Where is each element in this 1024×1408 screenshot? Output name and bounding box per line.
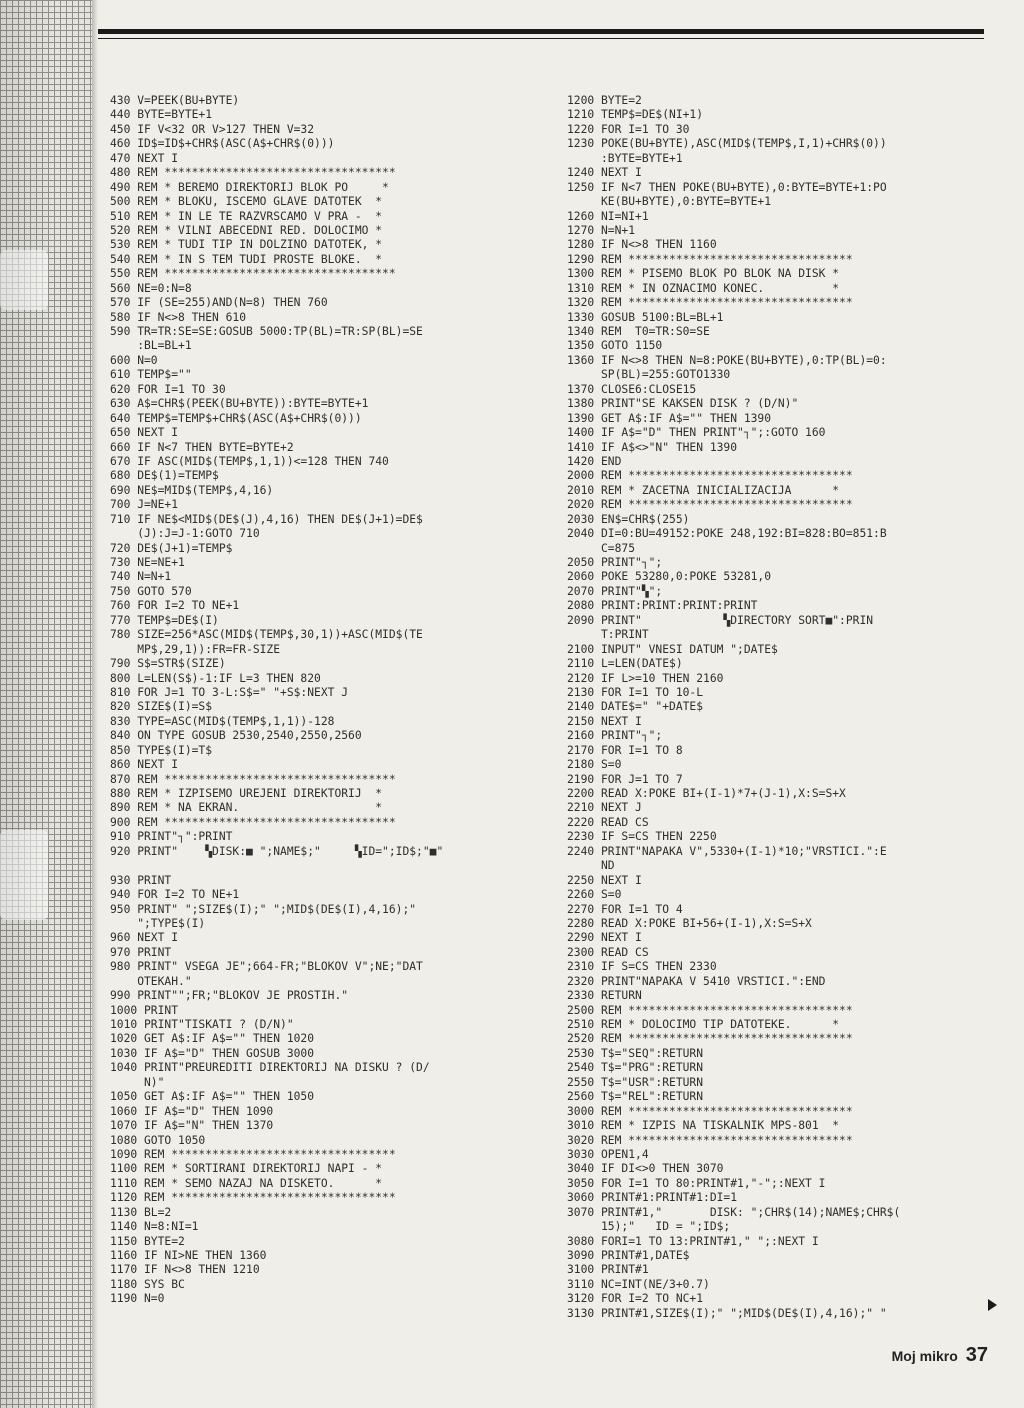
code-line: 710 IF NE$<MID$(DE$(J),4,16) THEN DE$(J+1)=DE$ — [110, 512, 423, 526]
page-footer — [892, 1344, 988, 1367]
page-edge — [92, 0, 98, 1408]
code-line — [110, 859, 555, 873]
code-line: ND — [567, 859, 615, 873]
code-line: 2550 T$="USR":RETURN — [567, 1075, 704, 1089]
code-line: 970 PRINT — [110, 945, 172, 959]
code-line: 810 FOR J=1 TO 3-L:S$=" "+S$:NEXT J — [110, 685, 349, 699]
code-line: 760 FOR I=2 TO NE+1 — [110, 599, 240, 613]
code-line: 2020 REM ********************************* — [567, 498, 853, 512]
code-line: 2520 REM ********************************* — [567, 1032, 853, 1046]
code-line: 770 TEMP$=DE$(I) — [110, 613, 219, 627]
code-line: 2070 PRINT"▚"; — [567, 584, 663, 598]
code-line: 460 ID$=ID$+CHR$(ASC(A$+CHR$(0))) — [110, 137, 335, 151]
code-line: 440 BYTE=BYTE+1 — [110, 108, 213, 122]
code-line: 2160 PRINT"┐"; — [567, 729, 663, 743]
code-line: 2320 PRINT"NAPAKA V 5410 VRSTICI.":END — [567, 974, 826, 988]
code-line: 2180 S=0 — [567, 758, 622, 772]
code-line: 2230 IF S=CS THEN 2250 — [567, 830, 717, 844]
code-line: 1200 BYTE=2 — [567, 94, 642, 107]
code-line: 960 NEXT I — [110, 931, 179, 945]
code-line: 1110 REM * SEMO NAZAJ NA DISKETO. * — [110, 1176, 383, 1190]
code-line: 2200 READ X:POKE BI+(I-1)*7+(J-1),X:S=S+X — [567, 787, 846, 800]
code-line: 1210 TEMP$=DE$(NI+1) — [567, 108, 704, 122]
code-line: 550 REM ********************************** — [110, 267, 396, 281]
code-line: 1410 IF A$<>"N" THEN 1390 — [567, 440, 738, 454]
code-line: 1100 REM * SORTIRANI DIREKTORIJ NAPI - * — [110, 1162, 383, 1176]
code-line: 2060 POKE 53280,0:POKE 53281,0 — [567, 570, 772, 584]
code-line: 690 NE$=MID$(TEMP$,4,16) — [110, 483, 274, 497]
code-line: 2140 DATE$=" "+DATE$ — [567, 700, 704, 714]
code-line: 2300 READ CS — [567, 945, 649, 959]
code-line: 1000 PRINT — [110, 1003, 179, 1017]
code-line: 1080 GOTO 1050 — [110, 1133, 206, 1147]
code-line: 3010 REM * IZPIS NA TISKALNIK MPS-801 * — [567, 1119, 840, 1133]
code-line: 1290 REM ********************************* — [567, 252, 853, 266]
code-line: 1250 IF N<7 THEN POKE(BU+BYTE),0:BYTE=BYTE+1:PO — [567, 180, 887, 194]
code-line: 920 PRINT" ▚DISK:■ ";NAME$;" ▚ID=";ID$;"■" — [110, 844, 444, 858]
code-line: 1340 REM T0=TR:S0=SE — [567, 325, 710, 338]
code-line: 470 NEXT I — [110, 151, 179, 165]
code-line: 2090 PRINT" ▚DIRECTORY SORT■":PRIN — [567, 613, 874, 627]
code-line: 880 REM * IZPISEMO UREJENI DIREKTORIJ * — [110, 787, 383, 800]
code-line: 3030 OPEN1,4 — [567, 1147, 649, 1161]
code-line: 3060 PRINT#1:PRINT#1:DI=1 — [567, 1191, 738, 1205]
code-line: 15);" ID = ";ID$; — [567, 1220, 731, 1234]
code-line: 600 N=0 — [110, 353, 158, 367]
code-line: 1350 GOTO 1150 — [567, 339, 663, 353]
code-line: 2280 READ X:POKE BI+56+(I-1),X:S=S+X — [567, 916, 812, 930]
code-line: MP$,29,1)):FR=FR-SIZE — [110, 642, 281, 656]
code-line: 540 REM * IN S TEM TUDI PROSTE BLOKE. * — [110, 252, 383, 266]
code-line: 700 J=NE+1 — [110, 498, 179, 512]
code-line: 520 REM * VILNI ABECEDNI RED. DOLOCIMO * — [110, 223, 383, 237]
code-line: 3040 IF DI<>0 THEN 3070 — [567, 1162, 724, 1176]
code-line: 930 PRINT — [110, 873, 172, 887]
code-line: 2000 REM ********************************* — [567, 469, 853, 483]
code-line: 790 S$=STR$(SIZE) — [110, 657, 226, 671]
code-line: 560 NE=0:N=8 — [110, 281, 192, 295]
code-line: 1170 IF N<>8 THEN 1210 — [110, 1263, 260, 1277]
code-line: 1150 BYTE=2 — [110, 1234, 185, 1248]
code-line: 1420 END — [567, 454, 622, 468]
code-line: 1270 N=N+1 — [567, 223, 636, 237]
code-line: 2260 S=0 — [567, 888, 622, 902]
code-line: 1070 IF A$="N" THEN 1370 — [110, 1119, 274, 1133]
code-line: (J):J=J-1:GOTO 710 — [110, 527, 260, 541]
code-line: 1130 BL=2 — [110, 1205, 172, 1219]
code-line: 2150 NEXT I — [567, 714, 642, 728]
code-line: 2050 PRINT"┐"; — [567, 556, 663, 569]
code-line: 3000 REM ********************************* — [567, 1104, 853, 1118]
code-line: 2080 PRINT:PRINT:PRINT:PRINT — [567, 599, 758, 613]
code-line: 3100 PRINT#1 — [567, 1263, 649, 1277]
code-line: 450 IF V<32 OR V>127 THEN V=32 — [110, 122, 315, 136]
code-line: 2120 IF L>=10 THEN 2160 — [567, 671, 724, 685]
header-rule — [98, 29, 984, 34]
code-line: 3120 FOR I=2 TO NC+1 — [567, 1292, 704, 1306]
code-line: 1010 PRINT"TISKATI ? (D/N)" — [110, 1018, 294, 1031]
code-line: 950 PRINT" ";SIZE$(I);" ";MID$(DE$(I),4,16);" — [110, 902, 417, 916]
code-line: 2310 IF S=CS THEN 2330 — [567, 960, 717, 974]
code-line: 870 REM ********************************** — [110, 772, 396, 786]
code-line: 750 GOTO 570 — [110, 584, 192, 598]
code-line: 830 TYPE=ASC(MID$(TEMP$,1,1))-128 — [110, 714, 335, 728]
continue-arrow-icon — [988, 1299, 997, 1311]
code-line: SP(BL)=255:GOTO1330 — [567, 368, 731, 382]
code-line: 1030 IF A$="D" THEN GOSUB 3000 — [110, 1046, 315, 1060]
code-line: 590 TR=TR:SE=SE:GOSUB 5000:TP(BL)=TR:SP(BL)=SE — [110, 325, 423, 338]
code-line: 1180 SYS BC — [110, 1277, 185, 1291]
program-listing-left — [110, 94, 555, 1308]
code-line: 1050 GET A$:IF A$="" THEN 1050 — [110, 1090, 315, 1104]
code-line: 1260 NI=NI+1 — [567, 209, 649, 223]
code-line: 2170 FOR I=1 TO 8 — [567, 743, 683, 757]
code-line: :BL=BL+1 — [110, 339, 192, 353]
code-line: 780 SIZE=256*ASC(MID$(TEMP$,30,1))+ASC(MID$(TE — [110, 628, 423, 642]
binding-shadow — [0, 0, 92, 1408]
code-line: 3020 REM ********************************* — [567, 1133, 853, 1147]
code-line: 1040 PRINT"PREUREDITI DIREKTORIJ NA DISKU ? (D/ — [110, 1061, 430, 1075]
code-line: 680 DE$(1)=TEMP$ — [110, 469, 219, 483]
code-line: 1020 GET A$:IF A$="" THEN 1020 — [110, 1032, 315, 1046]
code-line: 660 IF N<7 THEN BYTE=BYTE+2 — [110, 440, 294, 454]
code-line: 3110 NC=INT(NE/3+0.7) — [567, 1277, 710, 1291]
code-line: 2240 PRINT"NAPAKA V",5330+(I-1)*10;"VRSTICI.":E — [567, 844, 887, 858]
page-number: 37 — [965, 1344, 988, 1366]
code-line: OTEKAH." — [110, 974, 192, 988]
code-line: 2030 EN$=CHR$(255) — [567, 512, 690, 526]
header-rule-thin — [98, 38, 984, 39]
code-line: 1400 IF A$="D" THEN PRINT"┐";:GOTO 160 — [567, 426, 826, 440]
code-line: 1060 IF A$="D" THEN 1090 — [110, 1104, 274, 1118]
code-line: 430 V=PEEK(BU+BYTE) — [110, 94, 240, 107]
code-line: 2250 NEXT I — [567, 873, 642, 887]
code-line: 530 REM * TUDI TIP IN DOLZINO DATOTEK, * — [110, 238, 383, 252]
code-line: 2540 T$="PRG":RETURN — [567, 1061, 704, 1075]
program-listing-right — [567, 94, 1012, 1320]
code-line: 990 PRINT"";FR;"BLOKOV JE PROSTIH." — [110, 989, 349, 1003]
code-line: 2270 FOR I=1 TO 4 — [567, 902, 683, 916]
code-line: 2220 READ CS — [567, 815, 649, 829]
code-line: 620 FOR I=1 TO 30 — [110, 382, 226, 396]
code-line: 1140 N=8:NI=1 — [110, 1220, 199, 1234]
code-line: 2510 REM * DOLOCIMO TIP DATOTEKE. * — [567, 1018, 840, 1031]
code-line: 1220 FOR I=1 TO 30 — [567, 122, 690, 136]
code-line: 2190 FOR J=1 TO 7 — [567, 772, 683, 786]
code-line: 670 IF ASC(MID$(TEMP$,1,1))<=128 THEN 740 — [110, 454, 389, 468]
code-line: 730 NE=NE+1 — [110, 556, 185, 569]
code-line: 2290 NEXT I — [567, 931, 642, 945]
code-line: 480 REM ********************************** — [110, 166, 396, 180]
code-line: 2040 DI=0:BU=49152:POKE 248,192:BI=828:BO=851:B — [567, 527, 887, 541]
code-line: 3070 PRINT#1," DISK: ";CHR$(14);NAME$;CHR$( — [567, 1205, 901, 1219]
code-line: 640 TEMP$=TEMP$+CHR$(ASC(A$+CHR$(0))) — [110, 411, 362, 425]
code-line: 1370 CLOSE6:CLOSE15 — [567, 382, 697, 396]
code-line: 1310 REM * IN OZNACIMO KONEC. * — [567, 281, 840, 295]
magazine-name: Moj mikro — [891, 1348, 958, 1364]
code-line: 2530 T$="SEQ":RETURN — [567, 1046, 704, 1060]
code-line: 1330 GOSUB 5100:BL=BL+1 — [567, 310, 724, 324]
code-line: 1120 REM ********************************* — [110, 1191, 396, 1205]
code-line: 2330 RETURN — [567, 989, 642, 1003]
code-line: 490 REM * BEREMO DIREKTORIJ BLOK PO * — [110, 180, 389, 194]
code-line: 3090 PRINT#1,DATE$ — [567, 1249, 690, 1262]
code-line: 850 TYPE$(I)=T$ — [110, 743, 213, 757]
code-line: 510 REM * IN LE TE RAZVRSCAMO V PRA - * — [110, 209, 383, 223]
code-line: 1320 REM ********************************* — [567, 296, 853, 310]
code-line: 1160 IF NI>NE THEN 1360 — [110, 1249, 267, 1262]
code-line: 2560 T$="REL":RETURN — [567, 1090, 704, 1104]
code-line: 570 IF (SE=255)AND(N=8) THEN 760 — [110, 296, 328, 310]
code-line: 1380 PRINT"SE KAKSEN DISK ? (D/N)" — [567, 397, 799, 411]
code-line: KE(BU+BYTE),0:BYTE=BYTE+1 — [567, 195, 772, 209]
code-line: 1280 IF N<>8 THEN 1160 — [567, 238, 717, 252]
code-line: C=875 — [567, 541, 636, 555]
code-line: 2210 NEXT J — [567, 801, 642, 815]
code-line: 2100 INPUT" VNESI DATUM ";DATE$ — [567, 642, 778, 656]
code-line: 610 TEMP$="" — [110, 368, 192, 382]
code-line: 1090 REM ********************************* — [110, 1147, 396, 1161]
code-line: 980 PRINT" VSEGA JE";664-FR;"BLOKOV V";NE;"DAT — [110, 960, 423, 974]
code-line: 940 FOR I=2 TO NE+1 — [110, 888, 240, 902]
code-line: 650 NEXT I — [110, 426, 179, 440]
code-line: 2110 L=LEN(DATE$) — [567, 657, 683, 671]
code-line: 900 REM ********************************** — [110, 815, 396, 829]
code-line: :BYTE=BYTE+1 — [567, 151, 683, 165]
code-line: 1230 POKE(BU+BYTE),ASC(MID$(TEMP$,I,1)+CHR$(0)) — [567, 137, 887, 151]
code-line: 910 PRINT"┐":PRINT — [110, 830, 233, 844]
code-line: 2500 REM ********************************* — [567, 1003, 853, 1017]
code-line: 3080 FORI=1 TO 13:PRINT#1," ";:NEXT I — [567, 1234, 819, 1248]
code-line: 2130 FOR I=1 TO 10-L — [567, 685, 704, 699]
code-line: 740 N=N+1 — [110, 570, 172, 584]
code-line: 1390 GET A$:IF A$="" THEN 1390 — [567, 411, 772, 425]
code-line: N)" — [110, 1075, 165, 1089]
code-line: 580 IF N<>8 THEN 610 — [110, 310, 247, 324]
code-line: 860 NEXT I — [110, 758, 179, 772]
code-line: 890 REM * NA EKRAN. * — [110, 801, 383, 815]
code-line: 1300 REM * PISEMO BLOK PO BLOK NA DISK * — [567, 267, 840, 281]
code-line: ";TYPE$(I) — [110, 916, 206, 930]
code-line: 1240 NEXT I — [567, 166, 642, 180]
code-line: 500 REM * BLOKU, ISCEMO GLAVE DATOTEK * — [110, 195, 383, 209]
code-line: 800 L=LEN(S$)-1:IF L=3 THEN 820 — [110, 671, 321, 685]
code-line: 720 DE$(J+1)=TEMP$ — [110, 541, 233, 555]
code-line: 2010 REM * ZACETNA INICIALIZACIJA * — [567, 483, 840, 497]
code-line: 630 A$=CHR$(PEEK(BU+BYTE)):BYTE=BYTE+1 — [110, 397, 369, 411]
code-line: 1360 IF N<>8 THEN N=8:POKE(BU+BYTE),0:TP(BL)=0: — [567, 353, 887, 367]
code-line: 820 SIZE$(I)=S$ — [110, 700, 213, 714]
code-line: 840 ON TYPE GOSUB 2530,2540,2550,2560 — [110, 729, 362, 743]
code-line: 3050 FOR I=1 TO 80:PRINT#1,"-";:NEXT I — [567, 1176, 826, 1190]
code-line: 3130 PRINT#1,SIZE$(I);" ";MID$(DE$(I),4,16);" " — [567, 1306, 887, 1320]
code-line: 1190 N=0 — [110, 1292, 165, 1306]
code-line: T:PRINT — [567, 628, 649, 642]
